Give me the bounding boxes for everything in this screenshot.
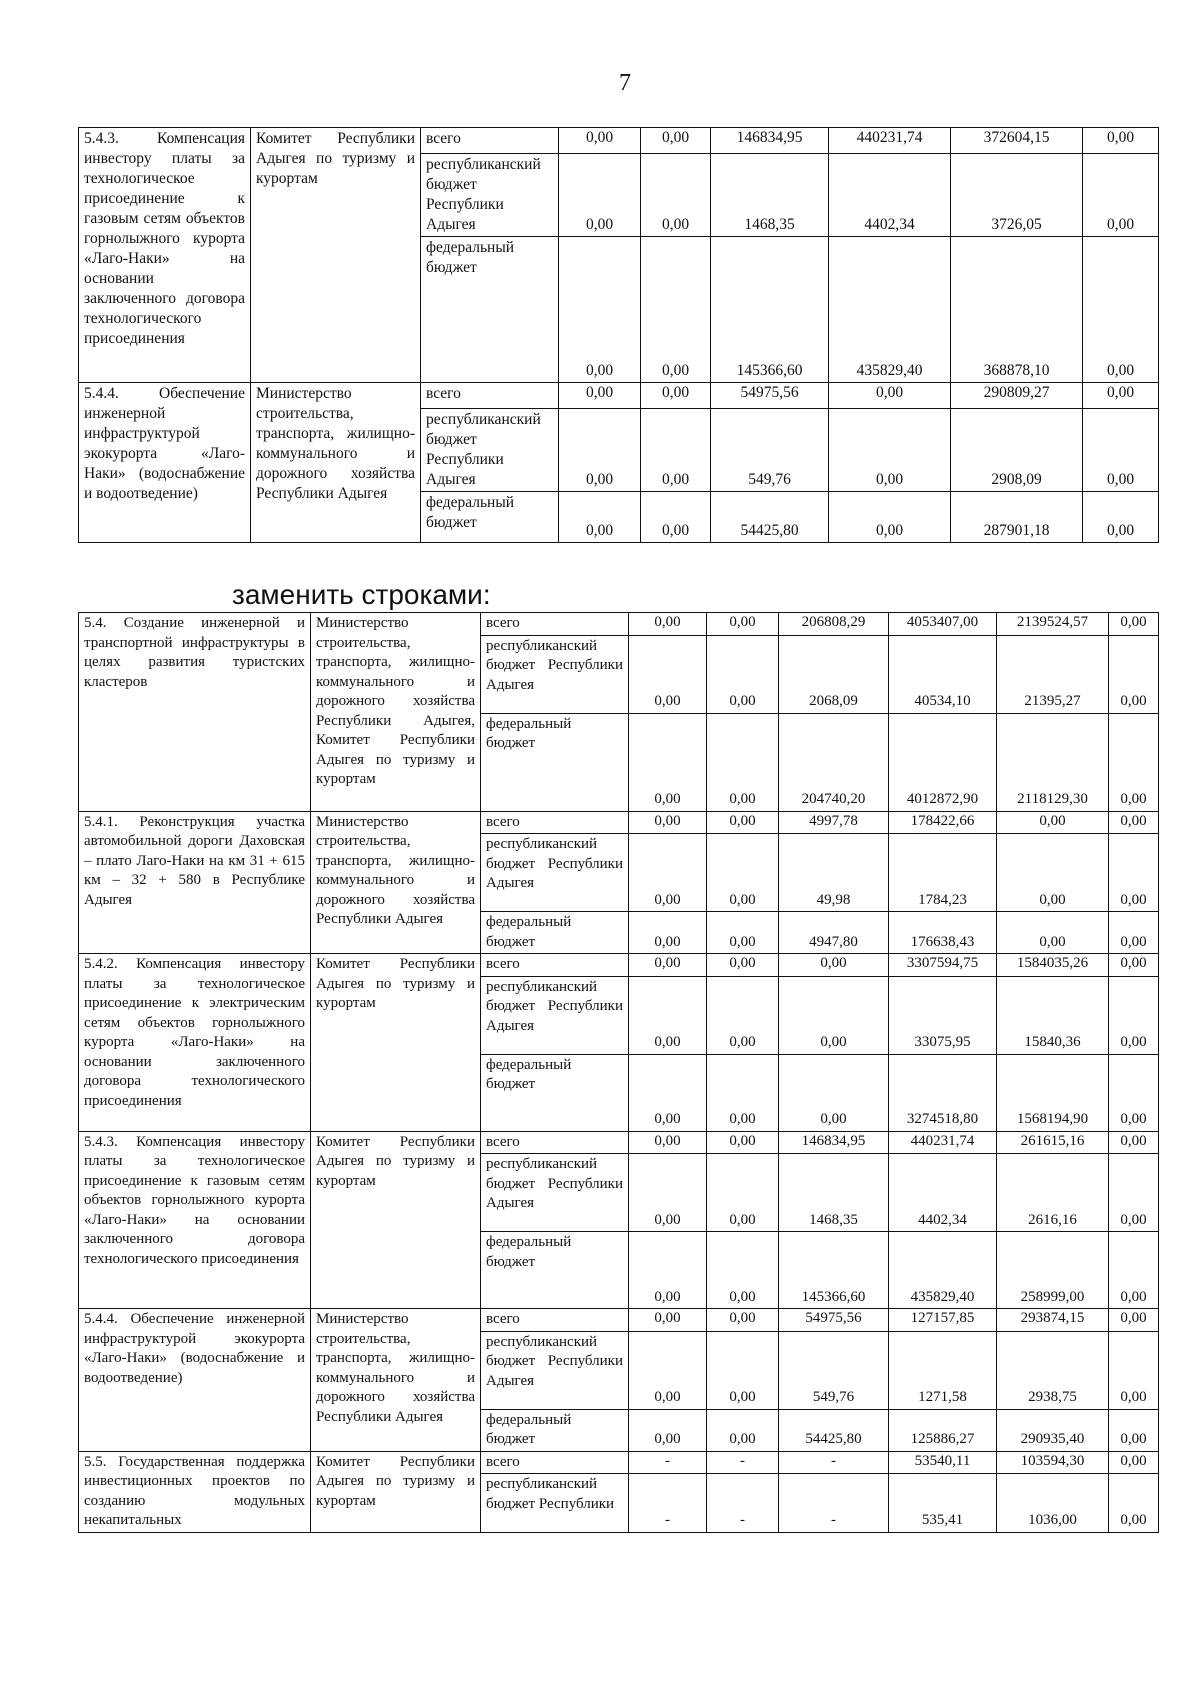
amount-cell: 0,00 bbox=[629, 834, 707, 912]
amount-cell: 0,00 bbox=[629, 954, 707, 977]
activity-description: 5.4.4. Обеспечение инженерной инфраструктурой экокурорта «Лаго-Наки» (водоснабжение и водоотведение) bbox=[79, 383, 251, 543]
amount-cell: 1271,58 bbox=[889, 1331, 997, 1409]
amount-cell: 0,00 bbox=[1109, 1451, 1159, 1474]
responsible-executor: Комитет Республики Адыгея по туризму и курортам bbox=[311, 1451, 481, 1532]
amount-cell: 21395,27 bbox=[997, 635, 1109, 713]
amount-cell: 0,00 bbox=[707, 1154, 779, 1232]
old-rows-table bbox=[78, 127, 1159, 543]
funding-source-label: всего bbox=[481, 613, 629, 636]
amount-cell: 1468,35 bbox=[779, 1154, 889, 1232]
amount-cell: 4053407,00 bbox=[889, 613, 997, 636]
table-row bbox=[79, 1309, 1159, 1332]
amount-cell: 0,00 bbox=[1109, 613, 1159, 636]
table-row bbox=[79, 128, 1159, 154]
amount-cell: 0,00 bbox=[559, 237, 641, 383]
amount-cell: 0,00 bbox=[1109, 1154, 1159, 1232]
amount-cell: 0,00 bbox=[707, 713, 779, 811]
amount-cell: 0,00 bbox=[1083, 154, 1159, 237]
amount-cell: 0,00 bbox=[1109, 912, 1159, 954]
amount-cell: 0,00 bbox=[559, 492, 641, 543]
amount-cell: - bbox=[707, 1474, 779, 1532]
amount-cell: 0,00 bbox=[1083, 409, 1159, 492]
amount-cell: 293874,15 bbox=[997, 1309, 1109, 1332]
amount-cell: 0,00 bbox=[1109, 1409, 1159, 1451]
funding-source-label: федеральный бюджет bbox=[421, 237, 559, 383]
funding-source-label: всего bbox=[481, 954, 629, 977]
responsible-executor: Министерство строительства, транспорта, жилищно-коммунального и дорожного хозяйства Республики Адыгея bbox=[311, 811, 481, 954]
amount-cell: 0,00 bbox=[1109, 834, 1159, 912]
amount-cell: 3307594,75 bbox=[889, 954, 997, 977]
amount-cell: 4402,34 bbox=[889, 1154, 997, 1232]
amount-cell: 0,00 bbox=[707, 1131, 779, 1154]
amount-cell: 146834,95 bbox=[779, 1131, 889, 1154]
funding-source-label: республиканский бюджет Республики Адыгея bbox=[481, 834, 629, 912]
amount-cell: 145366,60 bbox=[779, 1232, 889, 1309]
amount-cell: 290809,27 bbox=[951, 383, 1083, 409]
amount-cell: 49,98 bbox=[779, 834, 889, 912]
table-row bbox=[79, 811, 1159, 834]
amount-cell: 0,00 bbox=[707, 954, 779, 977]
amount-cell: 33075,95 bbox=[889, 976, 997, 1054]
amount-cell: 2139524,57 bbox=[997, 613, 1109, 636]
funding-source-label: республиканский бюджет Республики Адыгея bbox=[481, 976, 629, 1054]
amount-cell: 206808,29 bbox=[779, 613, 889, 636]
amount-cell: 54975,56 bbox=[779, 1309, 889, 1332]
funding-source-label: федеральный бюджет bbox=[481, 1232, 629, 1309]
amount-cell: 372604,15 bbox=[951, 128, 1083, 154]
amount-cell: - bbox=[779, 1474, 889, 1532]
amount-cell: 54975,56 bbox=[711, 383, 829, 409]
page-number: 7 bbox=[619, 70, 631, 96]
amount-cell: 0,00 bbox=[707, 976, 779, 1054]
amount-cell: 435829,40 bbox=[889, 1232, 997, 1309]
amount-cell: - bbox=[629, 1474, 707, 1532]
amount-cell: 435829,40 bbox=[829, 237, 951, 383]
amount-cell: 2118129,30 bbox=[997, 713, 1109, 811]
amount-cell: 103594,30 bbox=[997, 1451, 1109, 1474]
funding-source-label: всего bbox=[421, 128, 559, 154]
amount-cell: 0,00 bbox=[779, 1054, 889, 1131]
amount-cell: 0,00 bbox=[629, 1054, 707, 1131]
amount-cell: 0,00 bbox=[1109, 954, 1159, 977]
amount-cell: 0,00 bbox=[997, 811, 1109, 834]
amount-cell: 0,00 bbox=[1083, 492, 1159, 543]
amount-cell: 3726,05 bbox=[951, 154, 1083, 237]
amount-cell: 368878,10 bbox=[951, 237, 1083, 383]
amount-cell: 146834,95 bbox=[711, 128, 829, 154]
amount-cell: 1784,23 bbox=[889, 834, 997, 912]
funding-source-label: всего bbox=[481, 811, 629, 834]
amount-cell: 258999,00 bbox=[997, 1232, 1109, 1309]
amount-cell: 0,00 bbox=[629, 1409, 707, 1451]
new-rows-body bbox=[79, 613, 1159, 1533]
amount-cell: 0,00 bbox=[779, 976, 889, 1054]
amount-cell: 0,00 bbox=[1109, 1054, 1159, 1131]
amount-cell: 261615,16 bbox=[997, 1131, 1109, 1154]
amount-cell: 0,00 bbox=[629, 912, 707, 954]
amount-cell: 1036,00 bbox=[997, 1474, 1109, 1532]
amount-cell: 549,76 bbox=[779, 1331, 889, 1409]
amount-cell: 0,00 bbox=[629, 1154, 707, 1232]
table-row bbox=[79, 613, 1159, 636]
amount-cell: 0,00 bbox=[641, 492, 711, 543]
amount-cell: 0,00 bbox=[1083, 237, 1159, 383]
activity-description: 5.4.4. Обеспечение инженерной инфраструктурой экокурорта «Лаго-Наки» (водоснабжение и водоотведение) bbox=[79, 1309, 311, 1452]
amount-cell: 0,00 bbox=[1109, 811, 1159, 834]
activity-description: 5.4. Создание инженерной и транспортной инфраструктуры в целях развития туристских кластеров bbox=[79, 613, 311, 812]
amount-cell: 440231,74 bbox=[889, 1131, 997, 1154]
amount-cell: 287901,18 bbox=[951, 492, 1083, 543]
amount-cell: 0,00 bbox=[707, 1409, 779, 1451]
funding-source-label: федеральный бюджет bbox=[481, 713, 629, 811]
amount-cell: - bbox=[779, 1451, 889, 1474]
responsible-executor: Комитет Республики Адыгея по туризму и курортам bbox=[311, 1131, 481, 1309]
amount-cell: 0,00 bbox=[829, 409, 951, 492]
amount-cell: 53540,11 bbox=[889, 1451, 997, 1474]
amount-cell: 40534,10 bbox=[889, 635, 997, 713]
funding-source-label: республиканский бюджет Республики Адыгея bbox=[481, 635, 629, 713]
funding-source-label: всего bbox=[481, 1309, 629, 1332]
amount-cell: 15840,36 bbox=[997, 976, 1109, 1054]
amount-cell: 0,00 bbox=[629, 1331, 707, 1409]
funding-source-label: всего bbox=[481, 1131, 629, 1154]
amount-cell: 0,00 bbox=[707, 834, 779, 912]
amount-cell: 3274518,80 bbox=[889, 1054, 997, 1131]
amount-cell: 4402,34 bbox=[829, 154, 951, 237]
funding-source-label: республиканский бюджет Республики Адыгея bbox=[481, 1154, 629, 1232]
replace-heading: заменить строками: bbox=[232, 579, 491, 610]
amount-cell: 127157,85 bbox=[889, 1309, 997, 1332]
old-rows-body bbox=[79, 128, 1159, 543]
amount-cell: 0,00 bbox=[707, 912, 779, 954]
amount-cell: 4012872,90 bbox=[889, 713, 997, 811]
funding-source-label: всего bbox=[421, 383, 559, 409]
amount-cell: 0,00 bbox=[707, 1054, 779, 1131]
funding-source-label: республиканский бюджет Республики Адыгея bbox=[421, 409, 559, 492]
amount-cell: 0,00 bbox=[707, 635, 779, 713]
amount-cell: 0,00 bbox=[641, 128, 711, 154]
amount-cell: 0,00 bbox=[629, 976, 707, 1054]
table-row bbox=[79, 1131, 1159, 1154]
amount-cell: 0,00 bbox=[629, 1232, 707, 1309]
amount-cell: 0,00 bbox=[1083, 383, 1159, 409]
table-row bbox=[79, 383, 1159, 409]
amount-cell: 0,00 bbox=[629, 713, 707, 811]
amount-cell: 125886,27 bbox=[889, 1409, 997, 1451]
amount-cell: 0,00 bbox=[559, 409, 641, 492]
amount-cell: 0,00 bbox=[1083, 128, 1159, 154]
amount-cell: 0,00 bbox=[1109, 635, 1159, 713]
table-row bbox=[79, 1451, 1159, 1474]
activity-description: 5.5. Государственная поддержка инвестиционных проектов по созданию модульных некапитальных bbox=[79, 1451, 311, 1532]
amount-cell: 2908,09 bbox=[951, 409, 1083, 492]
amount-cell: 0,00 bbox=[629, 1309, 707, 1332]
amount-cell: 290935,40 bbox=[997, 1409, 1109, 1451]
activity-description: 5.4.3. Компенсация инвестору платы за технологическое присоединение к газовым сетям объектов горнолыжного курорта «Лаго-Наки» на основании заключенного договора технологического присоединения bbox=[79, 128, 251, 383]
amount-cell: 54425,80 bbox=[711, 492, 829, 543]
amount-cell: 54425,80 bbox=[779, 1409, 889, 1451]
amount-cell: 0,00 bbox=[1109, 1474, 1159, 1532]
amount-cell: 0,00 bbox=[707, 613, 779, 636]
amount-cell: 0,00 bbox=[641, 237, 711, 383]
amount-cell: 0,00 bbox=[641, 409, 711, 492]
amount-cell: 0,00 bbox=[641, 383, 711, 409]
amount-cell: 535,41 bbox=[889, 1474, 997, 1532]
activity-description: 5.4.2. Компенсация инвестору платы за технологическое присоединение к электрическим сетям объектов горнолыжного курорта «Лаго-Наки» на основании заключенного договора технологического присоединения bbox=[79, 954, 311, 1132]
amount-cell: 0,00 bbox=[707, 1309, 779, 1332]
amount-cell: 440231,74 bbox=[829, 128, 951, 154]
funding-source-label: республиканский бюджет Республики bbox=[481, 1474, 629, 1532]
funding-source-label: федеральный бюджет bbox=[481, 912, 629, 954]
amount-cell: 0,00 bbox=[707, 1331, 779, 1409]
amount-cell: 0,00 bbox=[707, 811, 779, 834]
responsible-executor: Министерство строительства, транспорта, жилищно-коммунального и дорожного хозяйства Республики Адыгея bbox=[251, 383, 421, 543]
amount-cell: - bbox=[707, 1451, 779, 1474]
amount-cell: 0,00 bbox=[559, 383, 641, 409]
amount-cell: 204740,20 bbox=[779, 713, 889, 811]
amount-cell: 0,00 bbox=[629, 1131, 707, 1154]
funding-source-label: федеральный бюджет bbox=[481, 1409, 629, 1451]
amount-cell: 0,00 bbox=[829, 492, 951, 543]
amount-cell: 0,00 bbox=[629, 811, 707, 834]
amount-cell: 1584035,26 bbox=[997, 954, 1109, 977]
amount-cell: 2938,75 bbox=[997, 1331, 1109, 1409]
amount-cell: 4947,80 bbox=[779, 912, 889, 954]
amount-cell: 0,00 bbox=[779, 954, 889, 977]
amount-cell: 0,00 bbox=[1109, 1309, 1159, 1332]
amount-cell: 549,76 bbox=[711, 409, 829, 492]
amount-cell: 0,00 bbox=[1109, 713, 1159, 811]
amount-cell: 0,00 bbox=[1109, 1131, 1159, 1154]
amount-cell: 145366,60 bbox=[711, 237, 829, 383]
amount-cell: 176638,43 bbox=[889, 912, 997, 954]
funding-source-label: федеральный бюджет bbox=[421, 492, 559, 543]
amount-cell: 0,00 bbox=[997, 834, 1109, 912]
amount-cell: 4997,78 bbox=[779, 811, 889, 834]
amount-cell: 0,00 bbox=[997, 912, 1109, 954]
amount-cell: 1568194,90 bbox=[997, 1054, 1109, 1131]
amount-cell: 0,00 bbox=[559, 154, 641, 237]
funding-source-label: республиканский бюджет Республики Адыгея bbox=[421, 154, 559, 237]
responsible-executor: Министерство строительства, транспорта, жилищно-коммунального и дорожного хозяйства Республики Адыгея bbox=[311, 1309, 481, 1452]
amount-cell: 0,00 bbox=[1109, 1331, 1159, 1409]
amount-cell: 0,00 bbox=[629, 613, 707, 636]
amount-cell: 0,00 bbox=[559, 128, 641, 154]
amount-cell: - bbox=[629, 1451, 707, 1474]
amount-cell: 2616,16 bbox=[997, 1154, 1109, 1232]
activity-description: 5.4.1. Реконструкция участка автомобильной дороги Даховская – плато Лаго-Наки на км 31 + 615 км – 32 + 580 в Республике Адыгея bbox=[79, 811, 311, 954]
funding-source-label: всего bbox=[481, 1451, 629, 1474]
amount-cell: 2068,09 bbox=[779, 635, 889, 713]
amount-cell: 0,00 bbox=[641, 154, 711, 237]
amount-cell: 0,00 bbox=[707, 1232, 779, 1309]
funding-source-label: федеральный бюджет bbox=[481, 1054, 629, 1131]
amount-cell: 1468,35 bbox=[711, 154, 829, 237]
responsible-executor: Министерство строительства, транспорта, жилищно-коммунального и дорожного хозяйства Республики Адыгея, Комитет Республики Адыгея по туризму и курортам bbox=[311, 613, 481, 812]
amount-cell: 0,00 bbox=[1109, 976, 1159, 1054]
funding-source-label: республиканский бюджет Республики Адыгея bbox=[481, 1331, 629, 1409]
amount-cell: 0,00 bbox=[1109, 1232, 1159, 1309]
new-rows-table bbox=[78, 612, 1159, 1533]
table-row bbox=[79, 954, 1159, 977]
amount-cell: 0,00 bbox=[829, 383, 951, 409]
amount-cell: 0,00 bbox=[629, 635, 707, 713]
responsible-executor: Комитет Республики Адыгея по туризму и курортам bbox=[311, 954, 481, 1132]
activity-description: 5.4.3. Компенсация инвестору платы за технологическое присоединение к газовым сетям объектов горнолыжного курорта «Лаго-Наки» на основании заключенного договора технологического присоединения bbox=[79, 1131, 311, 1309]
amount-cell: 178422,66 bbox=[889, 811, 997, 834]
responsible-executor: Комитет Республики Адыгея по туризму и курортам bbox=[251, 128, 421, 383]
